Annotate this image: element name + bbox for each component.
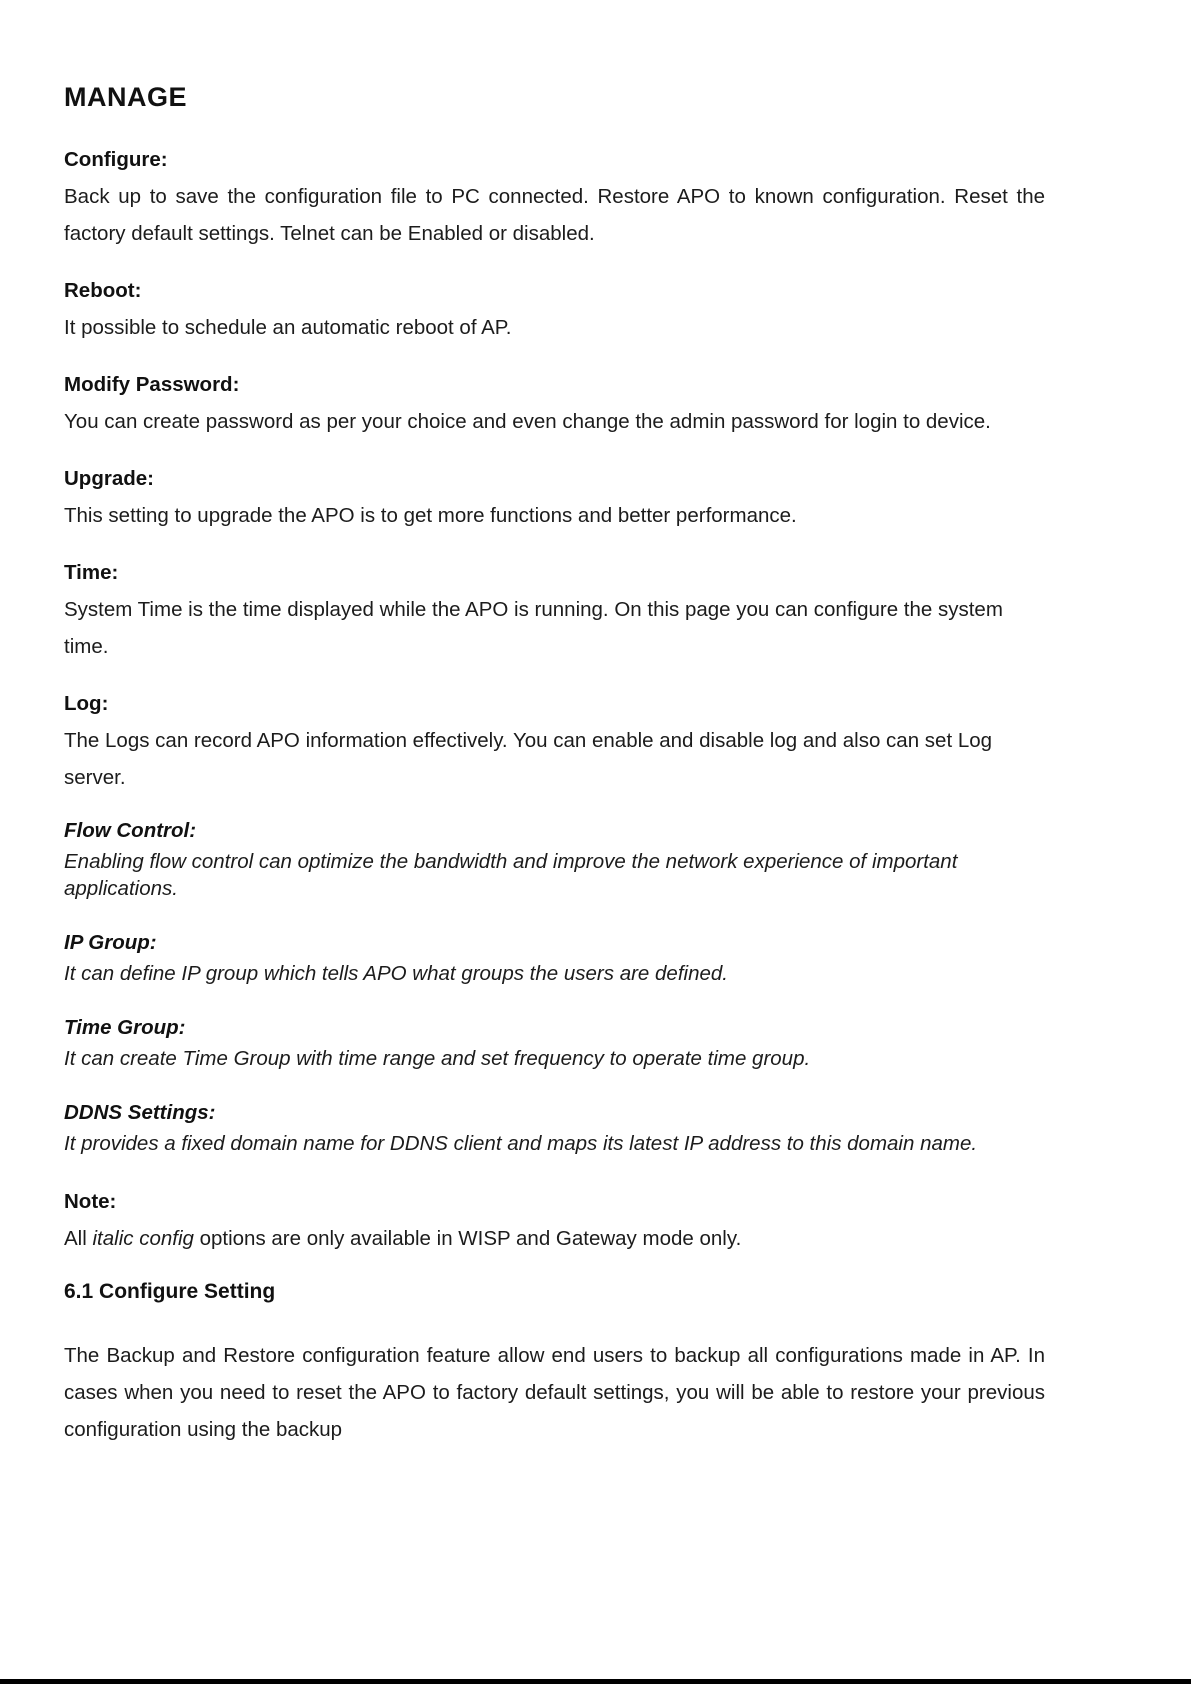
- section-body: It can create Time Group with time range and set frequency to operate time group.: [64, 1047, 811, 1070]
- page-bottom-edge: [0, 1679, 1191, 1684]
- subsection-body: The Backup and Restore configuration feature allow end users to backup all configurations made in AP. In cases when you need to reset the APO to factory default settings, you will be able to restore your previous configuration using the backup: [64, 1344, 1045, 1441]
- section-flow-control: [64, 816, 1045, 902]
- section-body: Back up to save the configuration file to PC connected. Restore APO to known configuration. Reset the factory default settings. Telnet can be Enabled or disabled.: [64, 185, 1045, 245]
- section-heading: DDNS Settings:: [64, 1101, 216, 1124]
- section-body: It possible to schedule an automatic reboot of AP.: [64, 316, 512, 339]
- subsection-heading: 6.1 Configure Setting: [64, 1280, 276, 1303]
- section-configure: [64, 141, 1045, 252]
- section-body: Enabling flow control can optimize the bandwidth and improve the network experience of important applications.: [64, 850, 958, 900]
- section-ip-group: [64, 928, 1045, 987]
- note-text-tail: options are only available in WISP and Gateway mode only.: [193, 1227, 742, 1250]
- section-time-group: [64, 1013, 1045, 1072]
- section-heading: Flow Control:: [64, 819, 197, 842]
- section-body: System Time is the time displayed while the APO is running. On this page you can configure the system time.: [64, 598, 1003, 658]
- note-heading: Note:: [64, 1190, 117, 1213]
- section-heading: Upgrade:: [64, 467, 154, 490]
- section-heading: Time:: [64, 561, 119, 584]
- section-body: The Logs can record APO information effectively. You can enable and disable log and also can set Log server.: [64, 729, 993, 789]
- section-reboot: [64, 272, 1045, 346]
- note-body: [64, 1220, 1045, 1257]
- section-upgrade: [64, 460, 1045, 534]
- section-ddns-settings: [64, 1098, 1045, 1157]
- section-time: [64, 554, 1045, 665]
- section-configure-setting: [64, 1277, 1045, 1448]
- section-body: It provides a fixed domain name for DDNS client and maps its latest IP address to this domain name.: [64, 1132, 978, 1155]
- section-heading: Modify Password:: [64, 373, 240, 396]
- section-heading: Configure:: [64, 148, 168, 171]
- section-body: It can define IP group which tells APO what groups the users are defined.: [64, 962, 728, 985]
- section-modify-password: [64, 366, 1045, 440]
- section-note: [64, 1183, 1045, 1257]
- section-heading: Log:: [64, 692, 109, 715]
- section-log: [64, 685, 1045, 796]
- page-title: MANAGE: [64, 82, 187, 112]
- note-text-italic: italic config: [92, 1227, 194, 1250]
- section-body: You can create password as per your choice and even change the admin password for login to device.: [64, 410, 991, 433]
- section-heading: IP Group:: [64, 931, 157, 954]
- section-body: This setting to upgrade the APO is to get more functions and better performance.: [64, 504, 797, 527]
- section-heading: Time Group:: [64, 1016, 186, 1039]
- section-heading: Reboot:: [64, 279, 142, 302]
- note-text-lead: All: [64, 1227, 93, 1250]
